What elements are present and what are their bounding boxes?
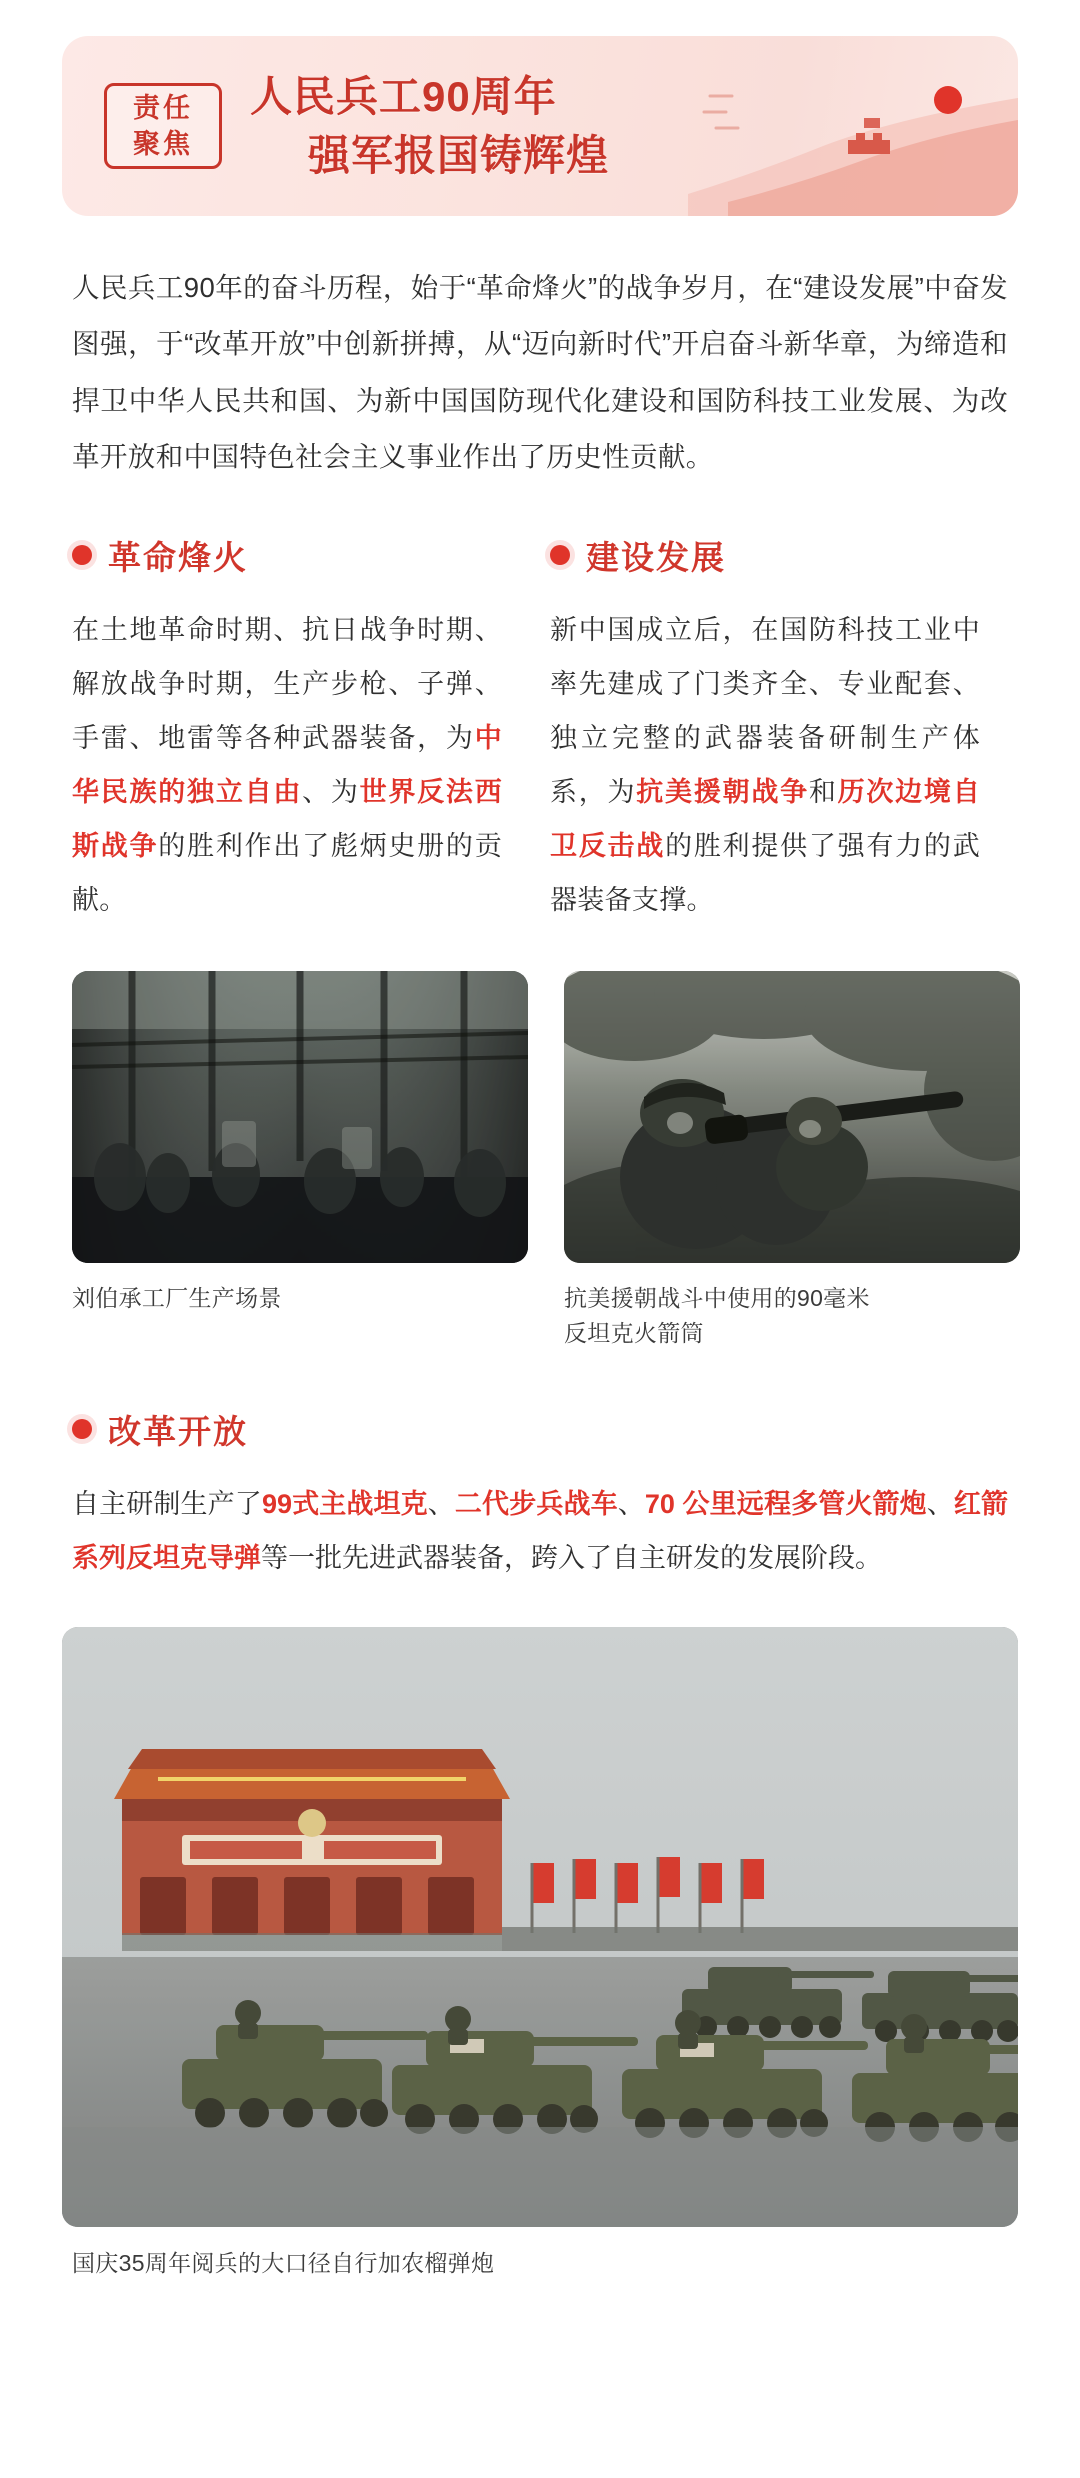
- photo-caption-line-1: 抗美援朝战斗中使用的90毫米: [564, 1284, 870, 1311]
- body-text-part-3: 的胜利作出了彪炳史册的贡献。: [72, 830, 502, 915]
- photo-block-rocket-launcher: [564, 971, 1020, 1352]
- body-text-part-1: 在土地革命时期、抗日战争时期、解放战争时期，生产步枪、子弹、手雷、地雷等各种武器装备，为: [72, 614, 502, 753]
- body-text-part-2: 和: [808, 776, 838, 807]
- photo-caption: 刘伯承工厂生产场景: [72, 1284, 282, 1311]
- sun-icon: [934, 86, 962, 114]
- photo-factory: [72, 971, 528, 1263]
- factory-photo-image: [72, 971, 528, 1263]
- section-reform: [72, 1406, 1008, 1585]
- banner-title-group: [250, 69, 609, 184]
- highlight-1: 抗美援朝战争: [636, 776, 809, 807]
- intro-paragraph: 人民兵工90年的奋斗历程，始于“革命烽火”的战争岁月，在“建设发展”中奋发图强，于“改革开放”中创新拼搏，从“迈向新时代”开启奋斗新华章，为缔造和捍卫中华人民共和国、为新中国国防现代化建设和国防科技工业发展、为改革开放和中国特色社会主义事业作出了历史性贡献。: [72, 272, 1008, 473]
- section-title: 革命烽火: [108, 538, 248, 576]
- big-photo-caption: 国庆35周年阅兵的大口径自行加农榴弹炮: [72, 2249, 495, 2276]
- highlight-3: 70 公里远程多管火箭炮: [644, 1488, 927, 1519]
- section-body: [72, 603, 502, 927]
- bullet-dot-icon: [72, 545, 92, 565]
- photo-caption-line-2: 反坦克火箭筒: [564, 1320, 704, 1347]
- body-text-part-5: 等一批先进武器装备，跨入了自主研发的发展阶段。: [261, 1542, 882, 1573]
- section-title: 建设发展: [586, 538, 726, 576]
- rocket-launcher-photo-image: [564, 971, 1020, 1263]
- body-text-part-2: 、: [427, 1488, 455, 1519]
- body-text-part-1: 自主研制生产了: [72, 1488, 262, 1519]
- highlight-1: 中华民族的独立自由: [72, 722, 502, 807]
- highlight-1: 99式主战坦克: [261, 1488, 428, 1519]
- body-text-part-3: 的胜利提供了强有力的武器装备支撑。: [550, 830, 980, 915]
- photo-parade: [62, 1627, 1018, 2227]
- badge-line-2: 聚焦: [133, 129, 193, 159]
- highlight-2: 二代步兵战车: [454, 1488, 618, 1519]
- body-text-part-1: 新中国成立后，在国防科技工业中率先建成了门类齐全、专业配套、独立完整的武器装备研制生产体系，为: [550, 614, 980, 807]
- section-body: [550, 603, 980, 927]
- body-text-part-2: 、为: [302, 776, 360, 807]
- section-heading: [550, 532, 980, 579]
- section-revolution: [72, 532, 502, 927]
- big-photo-block: [62, 1627, 1018, 2227]
- body-text-part-4: 、: [926, 1488, 954, 1519]
- section-construction: [550, 532, 980, 927]
- section-heading: [72, 532, 502, 579]
- responsibility-focus-badge: [104, 83, 222, 169]
- page-title: 人民兵工90周年: [250, 72, 557, 120]
- highlight-2: 世界反法西斯战争: [72, 776, 502, 861]
- section-title: 改革开放: [108, 1412, 248, 1450]
- article-page: [0, 36, 1080, 2478]
- bullet-dot-icon: [72, 1419, 92, 1439]
- photo-caption: [564, 1281, 1020, 1352]
- highlight-2: 历次边境自卫反击战: [550, 776, 980, 861]
- body-text-part-3: 、: [617, 1488, 645, 1519]
- parade-photo-image: [62, 1627, 1018, 2227]
- bullet-dot-icon: [550, 545, 570, 565]
- badge-line-1: 责任: [133, 92, 193, 123]
- photo-rocket-launcher: [564, 971, 1020, 1263]
- highlight-4: 红箭系列反坦克导弹: [72, 1488, 1009, 1573]
- header-banner: [62, 36, 1018, 216]
- photo-block-factory: [72, 971, 528, 1352]
- section-body: [72, 1477, 1008, 1585]
- two-column-sections: [72, 532, 1008, 927]
- section-heading: [72, 1406, 1008, 1453]
- great-wall-decoration-icon: [688, 76, 1018, 216]
- page-subtitle: 强军报国铸辉煌: [308, 132, 610, 179]
- photo-row: [72, 971, 1008, 1352]
